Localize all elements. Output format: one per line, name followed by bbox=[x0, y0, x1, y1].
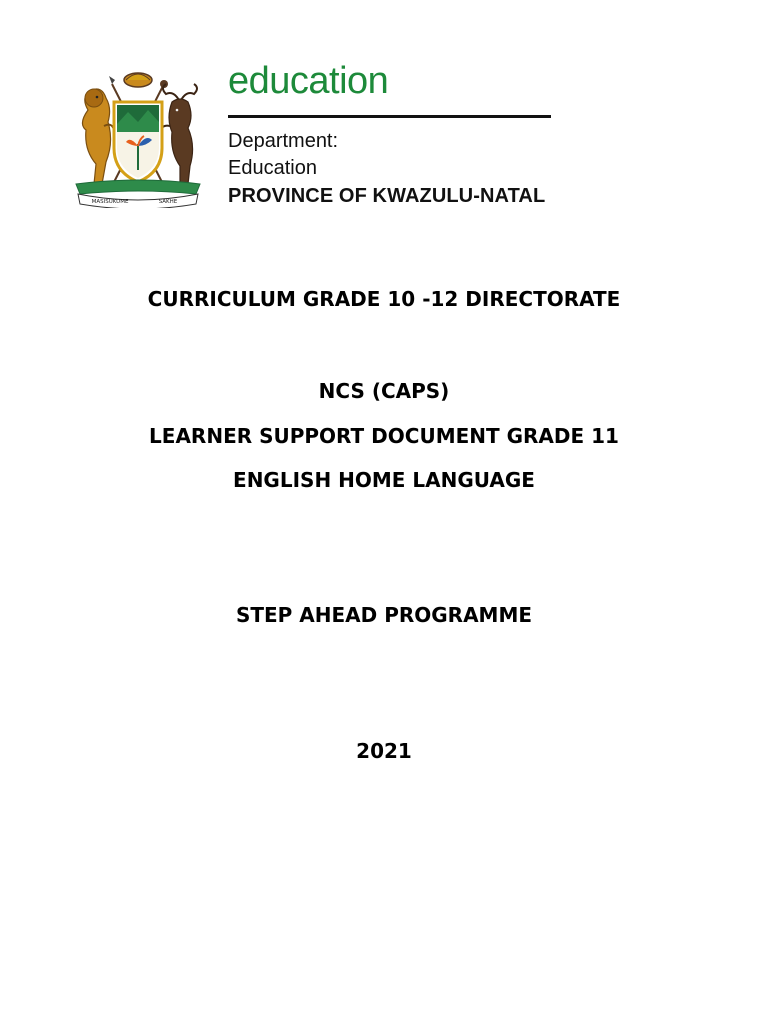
brand-divider bbox=[228, 115, 551, 118]
letterhead bbox=[0, 0, 768, 230]
coat-of-arms-icon bbox=[68, 66, 208, 208]
subject-title: ENGLISH HOME LANGUAGE bbox=[233, 468, 535, 492]
year-label: 2021 bbox=[356, 739, 412, 763]
directorate-heading: CURRICULUM GRADE 10 -12 DIRECTORATE bbox=[147, 287, 621, 311]
svg-text:SAKHE: SAKHE bbox=[158, 199, 178, 205]
programme-title: STEP AHEAD PROGRAMME bbox=[235, 603, 533, 627]
ncs-heading: NCS (CAPS) bbox=[318, 379, 450, 403]
department-name: Education bbox=[228, 157, 317, 179]
svg-text:MASISUKUME: MASISUKUME bbox=[91, 199, 129, 205]
brand-wordmark: education bbox=[228, 60, 389, 102]
document-title: LEARNER SUPPORT DOCUMENT GRADE 11 bbox=[149, 424, 619, 448]
province-name: PROVINCE OF KWAZULU-NATAL bbox=[228, 185, 546, 207]
department-label: Department: bbox=[228, 130, 339, 152]
